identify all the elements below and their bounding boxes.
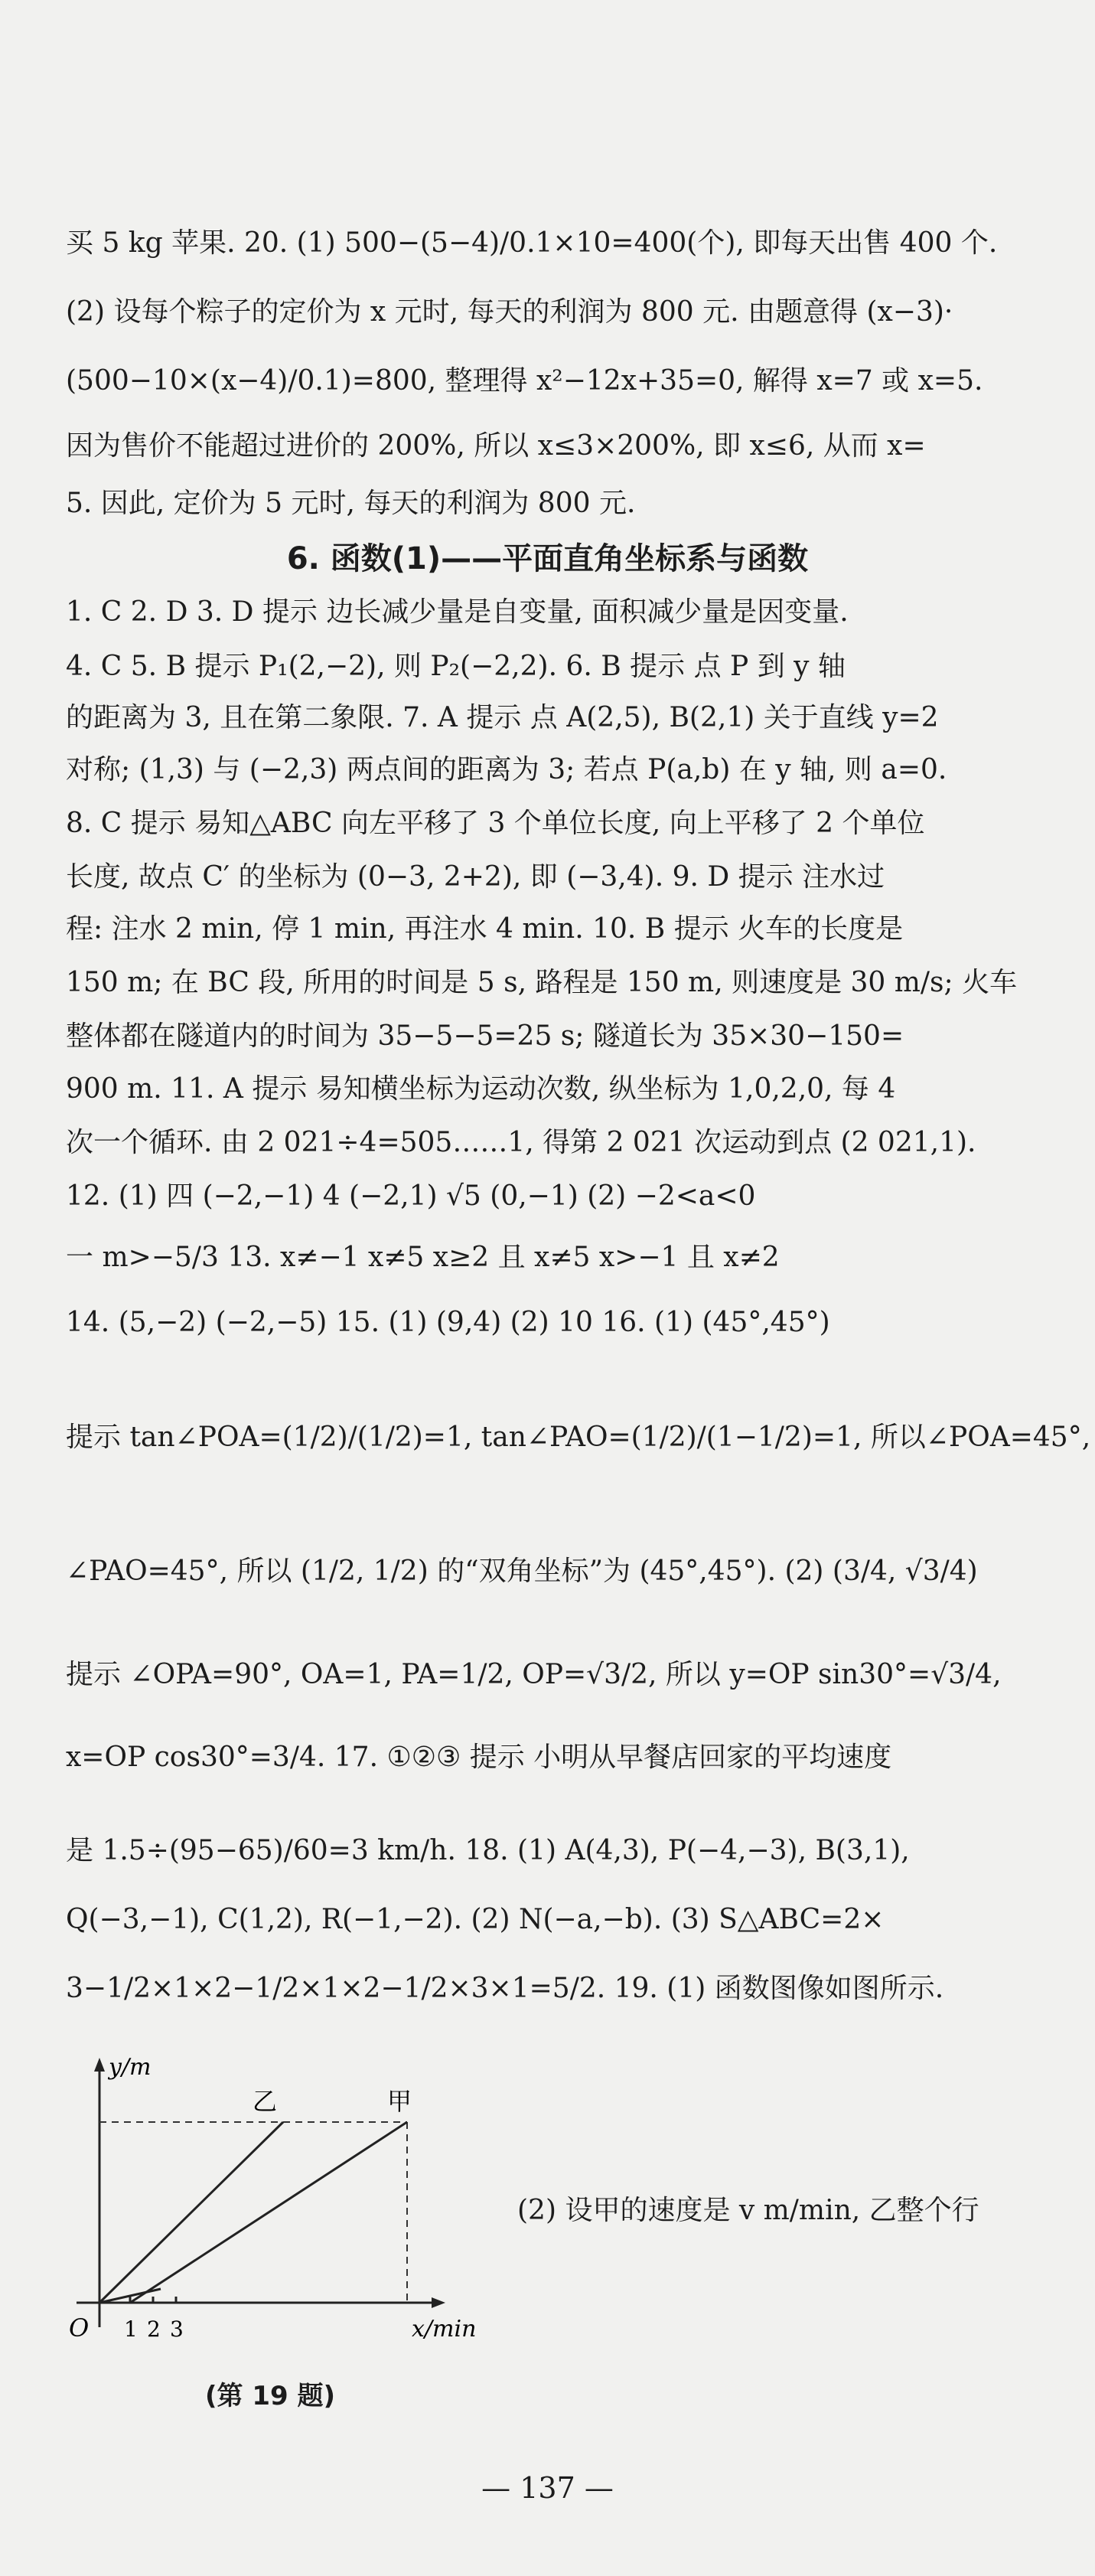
text-line: (500−10×(x−4)/0.1)=800, 整理得 x²−12x+35=0, 解得 x=7 或 x=5. [66,365,983,397]
x-axis-label: x/min [412,2316,477,2343]
answer-line: 14. (5,−2) (−2,−5) 15. (1) (9,4) (2) 10 16. (1) (45°,45°) [66,1307,830,1338]
tick-label: 1 [124,2316,138,2342]
answer-line: 程: 注水 2 min, 停 1 min, 再注水 4 min. 10. B 提示 火车的长度是 [66,913,904,945]
answer-line: 提示 tan∠POA=(1/2)/(1/2)=1, tan∠PAO=(1/2)/(1−1/2)=1, 所以∠POA=45°, [66,1422,1091,1453]
section-title: 6. 函数(1)——平面直角坐标系与函数 [286,541,809,576]
answer-line: 8. C 提示 易知△ABC 向左平移了 3 个单位长度, 向上平移了 2 个单位 [66,808,925,839]
text-line: (2) 设每个粽子的定价为 x 元时, 每天的利润为 800 元. 由题意得 (x−3)· [66,296,953,328]
text-line: 买 5 kg 苹果. 20. (1) 500−(5−4)/0.1×10=400(个), 即每天出售 400 个. [66,227,998,259]
answer-line: 12. (1) 四 (−2,−1) 4 (−2,1) √5 (0,−1) (2) −2<a<0 [66,1180,756,1212]
text-line: 因为售价不能超过进价的 200%, 所以 x≤3×200%, 即 x≤6, 从而 x= [66,430,926,462]
text-line: 5. 因此, 定价为 5 元时, 每天的利润为 800 元. [66,488,636,519]
page-number: — 137 — [481,2471,614,2505]
answer-line: 整体都在隧道内的时间为 35−5−5=25 s; 隧道长为 35×30−150= [66,1020,904,1052]
answer-line: 次一个循环. 由 2 021÷4=505……1, 得第 2 021 次运动到点 (2 021,1). [66,1127,976,1158]
tick-label: 3 [170,2316,184,2342]
answer-line: 3−1/2×1×2−1/2×1×2−1/2×3×1=5/2. 19. (1) 函数图像如图所示. [66,1973,944,2004]
y-axis-arrow [94,2058,105,2072]
side-text: (2) 设甲的速度是 v m/min, 乙整个行 [517,2195,979,2226]
answer-line: 对称; (1,3) 与 (−2,3) 两点间的距离为 3; 若点 P(a,b) 在 y 轴, 则 a=0. [66,754,947,785]
origin-label: O [69,2313,90,2343]
tick-label: 2 [147,2316,161,2342]
answer-line: 4. C 5. B 提示 P₁(2,−2), 则 P₂(−2,2). 6. B 提示 点 P 到 y 轴 [66,651,846,682]
line-jia [130,2122,407,2303]
line-yi [99,2122,283,2303]
answer-line: 150 m; 在 BC 段, 所用的时间是 5 s, 路程是 150 m, 则速度是 30 m/s; 火车 [66,967,1018,998]
line-label-yi: 乙 [253,2087,278,2116]
answer-line: 一 m>−5/3 13. x≠−1 x≠5 x≥2 且 x≠5 x>−1 且 x≠2 [66,1242,780,1273]
y-axis-label: y/m [109,2054,152,2081]
answer-line: 的距离为 3, 且在第二象限. 7. A 提示 点 A(2,5), B(2,1) 关于直线 y=2 [66,702,939,733]
answer-line: 提示 ∠OPA=90°, OA=1, PA=1/2, OP=√3/2, 所以 y=OP sin30°=√3/4, [66,1659,1002,1690]
answer-line: 1. C 2. D 3. D 提示 边长减少量是自变量, 面积减少量是因变量. [66,596,849,628]
line-label-jia: 甲 [387,2087,412,2116]
answer-line: Q(−3,−1), C(1,2), R(−1,−2). (2) N(−a,−b). (3) S△ABC=2× [66,1904,885,1935]
answer-line: ∠PAO=45°, 所以 (1/2, 1/2) 的“双角坐标”为 (45°,45°). (2) (3/4, √3/4) [66,1556,978,1587]
answer-line: 是 1.5÷(95−65)/60=3 km/h. 18. (1) A(4,3), P(−4,−3), B(3,1), [66,1835,910,1866]
answer-line: 长度, 故点 C′ 的坐标为 (0−3, 2+2), 即 (−3,4). 9. D 提示 注水过 [66,861,885,893]
x-axis-arrow [432,2297,445,2308]
answer-line: 900 m. 11. A 提示 易知横坐标为运动次数, 纵坐标为 1,0,2,0, 每 4 [66,1073,896,1105]
figure-caption: (第 19 题) [205,2381,336,2411]
function-graph [54,2052,497,2373]
answer-line: x=OP cos30°=3/4. 17. ①②③ 提示 小明从早餐店回家的平均速度 [66,1742,892,1773]
